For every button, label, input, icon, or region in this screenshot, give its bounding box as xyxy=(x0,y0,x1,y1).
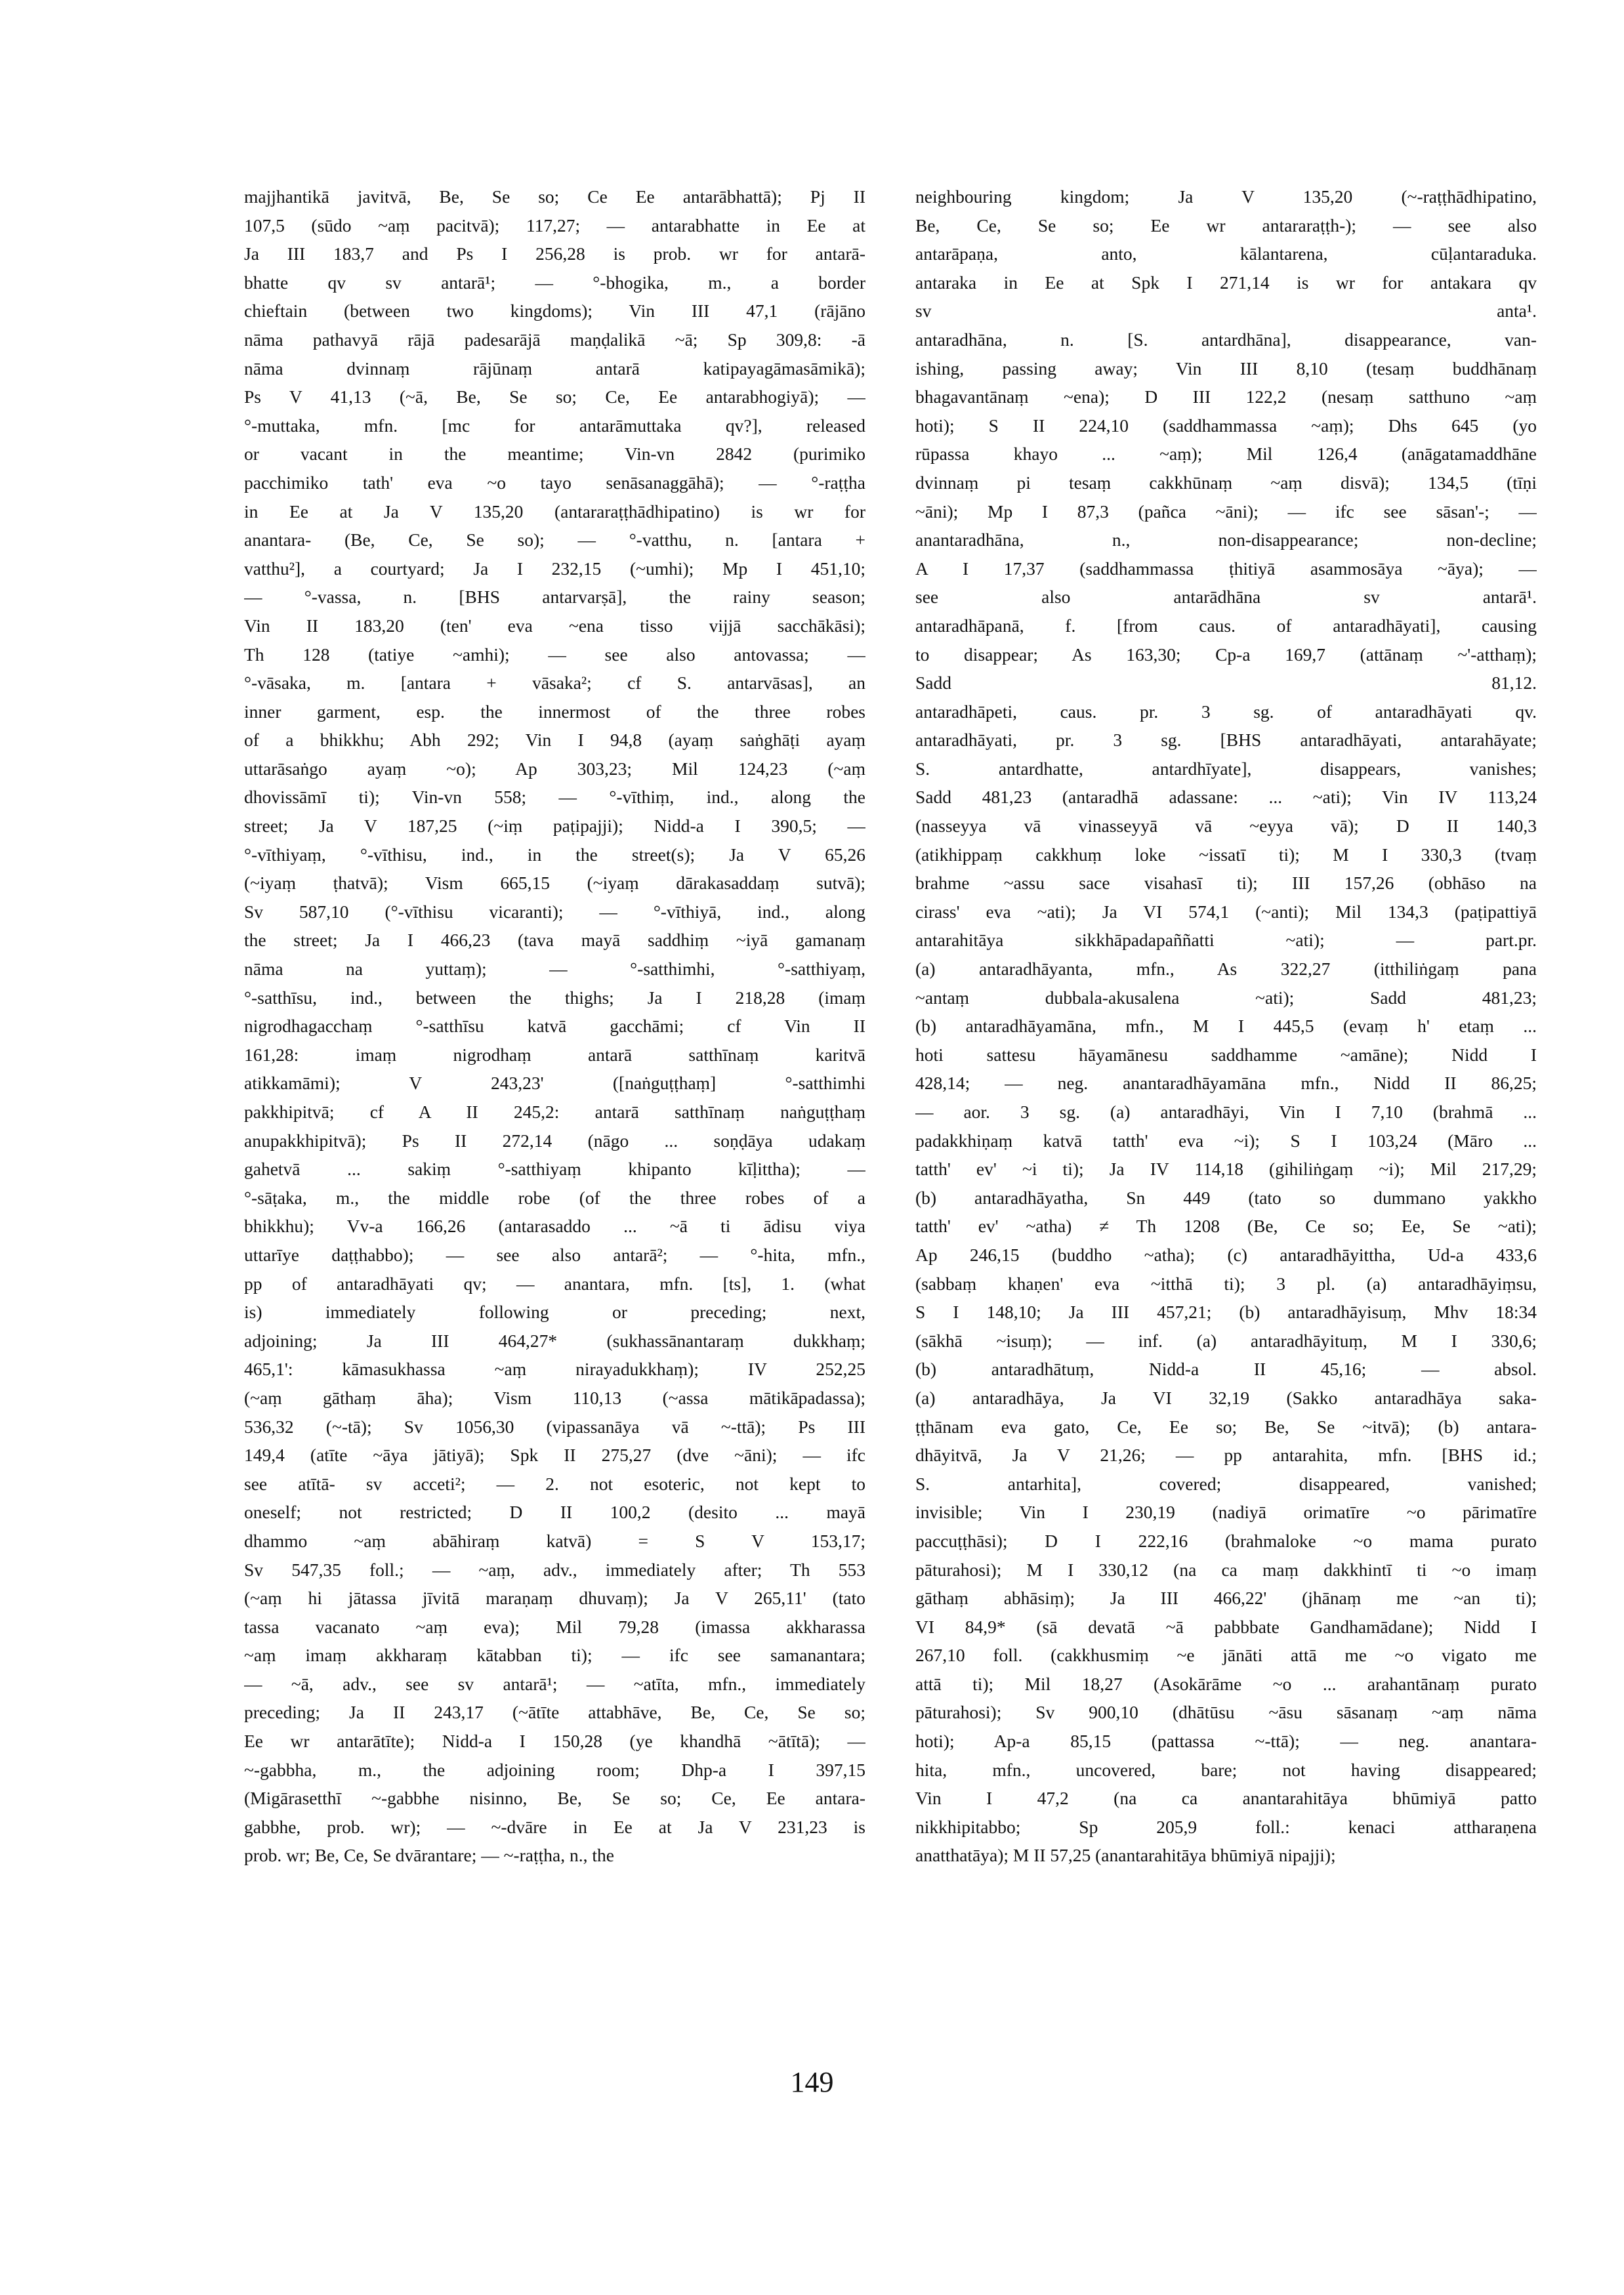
text-line: uttarāsaṅgo ayaṃ ~o); Ap 303,23; Mil 124,23 (~aṃ xyxy=(244,758,865,779)
text-line: dhāyitvā, Ja V 21,26; — pp antarahita, mfn. [BHS id.; xyxy=(915,1445,1537,1466)
text-line: Th 128 (tatiye ~amhi); — see also antovassa; — xyxy=(244,644,865,665)
text-line: paccuṭṭhāsi); D I 222,16 (brahmaloke ~o mama purato xyxy=(915,1530,1537,1551)
text-line: S. antardhatte, antardhīyate], disappears, vanishes; xyxy=(915,758,1537,779)
text-line: vatthu²], a courtyard; Ja I 232,15 (~umhi); Mp I 451,10; xyxy=(244,558,865,579)
text-line: 149,4 (atīte ~āya jātiyā); Spk II 275,27 (dve ~āni); — ifc xyxy=(244,1445,865,1466)
text-line: of a bhikkhu; Abh 292; Vin I 94,8 (ayaṃ saṅghāṭi ayaṃ xyxy=(244,730,865,751)
text-line: ~aṃ imaṃ akkharaṃ kātabban ti); — ifc see samanantara; xyxy=(244,1645,865,1666)
text-line: (a) antaradhāyanta, mfn., As 322,27 (itthiliṅgaṃ pana xyxy=(915,959,1537,980)
text-line: nigrodhagacchaṃ °-satthīsu katvā gacchāmi; cf Vin II xyxy=(244,1016,865,1037)
text-line: hita, mfn., uncovered, bare; not having disappeared; xyxy=(915,1759,1537,1780)
text-line: to disappear; As 163,30; Cp-a 169,7 (attānaṃ ~'-atthaṃ); xyxy=(915,644,1537,665)
text-line: nāma pathavyā rājā padesarājā maṇḍalikā ~ā; Sp 309,8: -ā xyxy=(244,329,865,350)
text-line: see atītā- sv acceti²; — 2. not esoteric, not kept to xyxy=(244,1473,865,1494)
text-line: ṭṭhānam eva gato, Ce, Ee so; Be, Se ~itvā); (b) antara- xyxy=(915,1416,1537,1437)
text-line: (a) antaradhāya, Ja VI 32,19 (Sakko antaradhāya saka- xyxy=(915,1387,1537,1408)
right-column xyxy=(915,182,1537,1870)
text-line: Sadd 81,12. xyxy=(915,672,1537,693)
left-column xyxy=(244,182,865,1870)
text-line: (~iyaṃ ṭhatvā); Vism 665,15 (~iyaṃ dārakasaddaṃ sutvā); xyxy=(244,873,865,894)
text-line: Be, Ce, Se so; Ee wr antararaṭṭh-); — see also xyxy=(915,215,1537,236)
text-line: ~āni); Mp I 87,3 (pañca ~āni); — ifc see sāsan'-; — xyxy=(915,501,1537,522)
text-line: hoti sattesu hāyamānesu saddhamme ~amāne); Nidd I xyxy=(915,1044,1537,1065)
text-line: 107,5 (sūdo ~aṃ pacitvā); 117,27; — antarabhatte in Ee at xyxy=(244,215,865,236)
text-line: anatthatāya); M II 57,25 (anantarahitāya bhūmiyā nipajji); xyxy=(915,1845,1336,1866)
text-line: pāturahosi); M I 330,12 (na ca maṃ dakkhintī ti ~o imaṃ xyxy=(915,1559,1537,1580)
text-line: °-muttaka, mfn. [mc for antarāmuttaka qv?], released xyxy=(244,415,865,436)
text-line: or vacant in the meantime; Vin-vn 2842 (purimiko xyxy=(244,444,865,465)
text-line: (atikhippaṃ cakkhuṃ loke ~issatī ti); M I 330,3 (tvaṃ xyxy=(915,844,1537,865)
text-line: 428,14; — neg. anantaradhāyamāna mfn., Nidd II 86,25; xyxy=(915,1073,1537,1094)
text-line: °-satthīsu, ind., between the thighs; Ja I 218,28 (imaṃ xyxy=(244,987,865,1008)
text-line: anantara- (Be, Ce, Se so); — °-vatthu, n. [antara + xyxy=(244,529,865,550)
text-line: °-vāsaka, m. [antara + vāsaka²; cf S. antarvāsas], an xyxy=(244,672,865,693)
text-line: Ap 246,15 (buddho ~atha); (c) antaradhāyittha, Ud-a 433,6 xyxy=(915,1244,1537,1265)
text-line: pacchimiko tath' eva ~o tayo senāsanaggāhā); — °-raṭṭha xyxy=(244,472,865,493)
text-line: nāma na yuttaṃ); — °-satthimhi, °-satthiyaṃ, xyxy=(244,959,865,980)
text-line: 267,10 foll. (cakkhusmiṃ ~e jānāti attā me ~o vigato me xyxy=(915,1645,1537,1666)
text-line: is) immediately following or preceding; next, xyxy=(244,1302,865,1323)
text-line: Ja III 183,7 and Ps I 256,28 is prob. wr for antarā- xyxy=(244,243,865,264)
text-line: preceding; Ja II 243,17 (~ātīte attabhāve, Be, Ce, Se so; xyxy=(244,1702,865,1723)
text-line: padakkhiṇaṃ katvā tatth' eva ~i); S I 103,24 (Māro ... xyxy=(915,1130,1537,1151)
text-line: S. antarhita], covered; disappeared, vanished; xyxy=(915,1473,1537,1494)
text-line: (nasseyya vā vinasseyyā vā ~eyya vā); D II 140,3 xyxy=(915,816,1537,837)
text-line: inner garment, esp. the innermost of the three robes xyxy=(244,701,865,722)
text-line: — aor. 3 sg. (a) antaradhāyi, Vin I 7,10 (brahmā ... xyxy=(915,1102,1537,1122)
text-line: neighbouring kingdom; Ja V 135,20 (~-raṭṭhādhipatino, xyxy=(915,186,1537,207)
text-line: rūpassa khayo ... ~aṃ); Mil 126,4 (anāgatamaddhāne xyxy=(915,444,1537,465)
text-line: Vin II 183,20 (ten' eva ~ena tisso vijjā sacchākāsi); xyxy=(244,615,865,636)
text-line: 465,1': kāmasukhassa ~aṃ nirayadukkhaṃ); IV 252,25 xyxy=(244,1359,865,1380)
text-line: (sabbaṃ khaṇen' eva ~itthā ti); 3 pl. (a) antaradhāyiṃsu, xyxy=(915,1273,1537,1294)
text-line: anantaradhāna, n., non-disappearance; non-decline; xyxy=(915,529,1537,550)
text-line: 536,32 (~-tā); Sv 1056,30 (vipassanāya vā ~-ttā); Ps III xyxy=(244,1416,865,1437)
text-line: (sākhā ~isuṃ); — inf. (a) antaradhāyituṃ, M I 330,6; xyxy=(915,1330,1537,1351)
text-line: °-vīthiyaṃ, °-vīthisu, ind., in the street(s); Ja V 65,26 xyxy=(244,844,865,865)
text-line: invisible; Vin I 230,19 (nadiyā orimatīre ~o pārimatīre xyxy=(915,1502,1537,1523)
text-line: Ps V 41,13 (~ā, Be, Se so; Ce, Ee antarabhogiyā); — xyxy=(244,386,865,407)
text-line: ~antaṃ dubbala-akusalena ~ati); Sadd 481,23; xyxy=(915,987,1537,1008)
text-line: antarāpaṇa, anto, kālantarena, cūḷantaraduka. xyxy=(915,243,1537,264)
text-line: (~aṃ hi jātassa jīvitā maraṇaṃ dhuvaṃ); Ja V 265,11' (tato xyxy=(244,1588,865,1609)
text-line: dhammo ~aṃ abāhiraṃ katvā) = S V 153,17; xyxy=(244,1530,865,1551)
text-line: °-sāṭaka, m., the middle robe (of the three robes of a xyxy=(244,1187,865,1208)
text-line: nāma dvinnaṃ rājūnaṃ antarā katipayagāmasāmikā); xyxy=(244,358,865,379)
text-line: tassa vacanato ~aṃ eva); Mil 79,28 (imassa akkharassa xyxy=(244,1616,865,1637)
text-line: (b) antaradhātuṃ, Nidd-a II 45,16; — absol. xyxy=(915,1359,1537,1380)
text-line: uttarīye daṭṭhabbo); — see also antarā²; — °-hita, mfn., xyxy=(244,1244,865,1265)
text-line: hoti); Ap-a 85,15 (pattassa ~-ttā); — neg. anantara- xyxy=(915,1731,1537,1752)
text-line: — °-vassa, n. [BHS antarvarṣā], the rainy season; xyxy=(244,587,865,608)
text-line: gabbhe, prob. wr); — ~-dvāre in Ee at Ja V 231,23 is xyxy=(244,1816,865,1837)
text-line: Ee wr antarātīte); Nidd-a I 150,28 (ye khandhā ~ātītā); — xyxy=(244,1731,865,1752)
text-line: dvinnaṃ pi tesaṃ cakkhūnaṃ ~aṃ disvā); 134,5 (tīṇi xyxy=(915,472,1537,493)
text-line: ~-gabbha, m., the adjoining room; Dhp-a I 397,15 xyxy=(244,1759,865,1780)
text-line: dhovissāmī ti); Vin-vn 558; — °-vīthiṃ, ind., along the xyxy=(244,787,865,808)
text-line: (Migārasetthī ~-gabbhe nisinno, Be, Se so; Ce, Ee antara- xyxy=(244,1788,865,1809)
page-number: 149 xyxy=(790,2066,834,2098)
text-line: VI 84,9* (sā devatā ~ā pabbbate Gandhamādane); Nidd I xyxy=(915,1616,1537,1637)
text-line: atikkamāmi); V 243,23' ([naṅguṭṭhaṃ] °-satthimhi xyxy=(244,1073,865,1094)
text-line: A I 17,37 (saddhammassa ṭhitiyā asammosāya ~āya); — xyxy=(915,558,1537,579)
text-line: sv anta¹. xyxy=(915,300,1537,321)
text-line: Sv 587,10 (°-vīthisu vicaranti); — °-vīthiyā, ind., along xyxy=(244,901,865,922)
text-line: Vin I 47,2 (na ca anantarahitāya bhūmiyā patto xyxy=(915,1788,1537,1809)
text-line: gahetvā ... sakiṃ °-satthiyaṃ khipanto kīḷittha); — xyxy=(244,1159,865,1180)
text-line: (b) antaradhāyatha, Sn 449 (tato so dummano yakkho xyxy=(915,1187,1537,1208)
text-line: antaradhāyati, pr. 3 sg. [BHS antaradhāyati, antarahāyate; xyxy=(915,730,1537,751)
text-line: hoti); S II 224,10 (saddhammassa ~aṃ); Dhs 645 (yo xyxy=(915,415,1537,436)
text-line: S I 148,10; Ja III 457,21; (b) antaradhāyisuṃ, Mhv 18:34 xyxy=(915,1302,1537,1323)
text-line: Sv 547,35 foll.; — ~aṃ, adv., immediately after; Th 553 xyxy=(244,1559,865,1580)
text-line: gāthaṃ abhāsiṃ); Ja III 466,22' (jhānaṃ me ~an ti); xyxy=(915,1588,1537,1609)
text-line: the street; Ja I 466,23 (tava mayā saddhiṃ ~iyā gamanaṃ xyxy=(244,930,865,951)
text-line: pāturahosi); Sv 900,10 (dhātūsu ~āsu sāsanaṃ ~aṃ nāma xyxy=(915,1702,1537,1723)
text-line: antaraka in Ee at Spk I 271,14 is wr for antakara qv xyxy=(915,272,1537,293)
text-line: bhagavantānaṃ ~ena); D III 122,2 (nesaṃ satthuno ~aṃ xyxy=(915,386,1537,407)
text-line: oneself; not restricted; D II 100,2 (desito ... mayā xyxy=(244,1502,865,1523)
text-line: bhatte qv sv antarā¹; — °-bhogika, m., a border xyxy=(244,272,865,293)
text-line: antarahitāya sikkhāpadapaññatti ~ati); — part.pr. xyxy=(915,930,1537,951)
text-line: tatth' ev' ~atha) ≠ Th 1208 (Be, Ce so; Ee, Se ~ati); xyxy=(915,1216,1537,1237)
text-line: (b) antaradhāyamāna, mfn., M I 445,5 (evaṃ h' etaṃ ... xyxy=(915,1016,1537,1037)
text-line: attā ti); Mil 18,27 (Asokārāme ~o ... arahantānaṃ purato xyxy=(915,1673,1537,1694)
text-line: adjoining; Ja III 464,27* (sukhassānantaraṃ dukkhaṃ; xyxy=(244,1330,865,1351)
text-line: tatth' ev' ~i ti); Ja IV 114,18 (gihiliṅgaṃ ~i); Mil 217,29; xyxy=(915,1159,1537,1180)
text-line: cirass' eva ~ati); Ja VI 574,1 (~anti); Mil 134,3 (paṭipattiyā xyxy=(915,901,1537,922)
text-line: (~aṃ gāthaṃ āha); Vism 110,13 (~assa mātikāpadassa); xyxy=(244,1387,865,1408)
text-line: antaradhāpanā, f. [from caus. of antaradhāyati], causing xyxy=(915,615,1537,636)
text-line: pakkhipitvā; cf A II 245,2: antarā satthīnaṃ naṅguṭṭhaṃ xyxy=(244,1102,865,1122)
text-line: bhikkhu); Vv-a 166,26 (antarasaddo ... ~ā ti ādisu viya xyxy=(244,1216,865,1237)
text-line: brahme ~assu sace visahasī ti); III 157,26 (obhāso na xyxy=(915,873,1537,894)
text-line: in Ee at Ja V 135,20 (antararaṭṭhādhipatino) is wr for xyxy=(244,501,865,522)
text-line: prob. wr; Be, Ce, Se dvārantare; — ~-raṭṭha, n., the xyxy=(244,1845,614,1866)
text-line: see also antarādhāna sv antarā¹. xyxy=(915,587,1537,608)
text-line: Sadd 481,23 (antaradhā adassane: ... ~ati); Vin IV 113,24 xyxy=(915,787,1537,808)
text-line: majjhantikā javitvā, Be, Se so; Ce Ee antarābhattā); Pj II xyxy=(244,186,865,207)
text-line: antaradhāna, n. [S. antardhāna], disappearance, van- xyxy=(915,329,1537,350)
text-line: street; Ja V 187,25 (~iṃ paṭipajji); Nidd-a I 390,5; — xyxy=(244,816,865,837)
text-line: anupakkhipitvā); Ps II 272,14 (nāgo ... soṇḍāya udakaṃ xyxy=(244,1130,865,1151)
text-line: pp of antaradhāyati qv; — anantara, mfn. [ts], 1. (what xyxy=(244,1273,865,1294)
text-line: ishing, passing away; Vin III 8,10 (tesaṃ buddhānaṃ xyxy=(915,358,1537,379)
text-line: antaradhāpeti, caus. pr. 3 sg. of antaradhāyati qv. xyxy=(915,701,1537,722)
text-line: chieftain (between two kingdoms); Vin III 47,1 (rājāno xyxy=(244,300,865,321)
text-line: nikkhipitabbo; Sp 205,9 foll.: kenaci attharaṇena xyxy=(915,1816,1537,1837)
text-line: — ~ā, adv., see sv antarā¹; — ~atīta, mfn., immediately xyxy=(244,1673,865,1694)
text-line: 161,28: imaṃ nigrodhaṃ antarā satthīnaṃ karitvā xyxy=(244,1044,865,1065)
